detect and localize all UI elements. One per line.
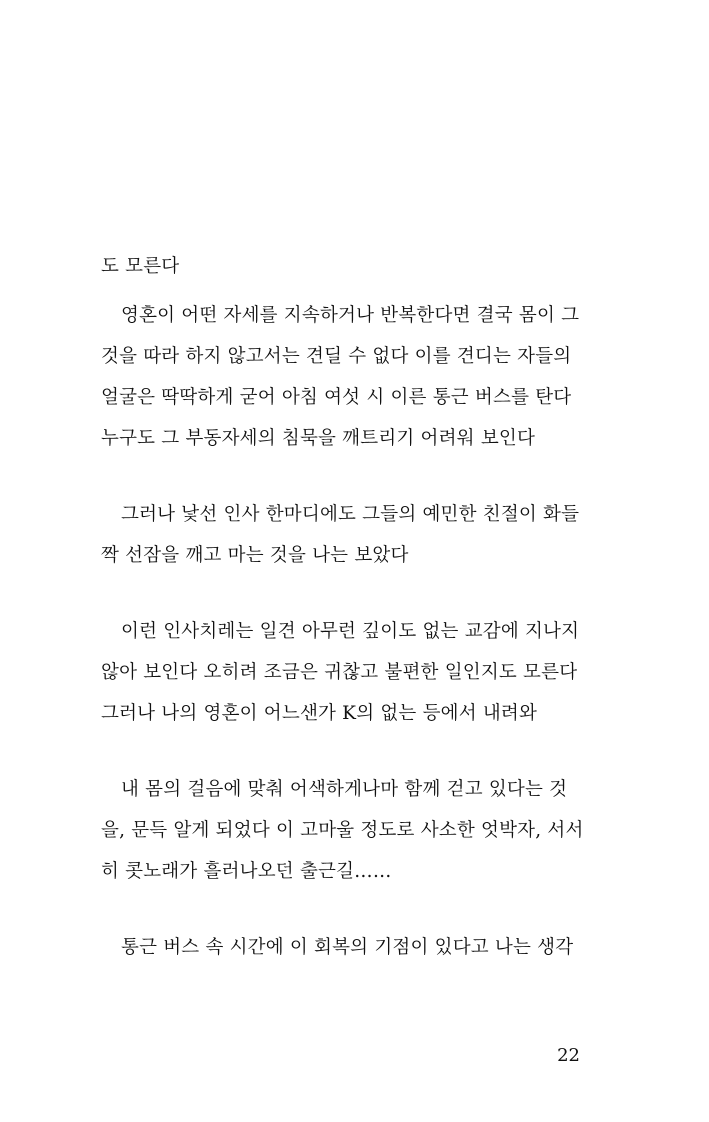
text-line: 을, 문득 알게 되었다 이 고마울 정도로 사소한 엇박자, 서서 [101, 820, 584, 841]
text-line: 않아 보인다 오히려 조금은 귀찮고 불편한 일인지도 모른다 [101, 662, 578, 683]
text-line: 것을 따라 하지 않고서는 견딜 수 없다 이를 견디는 자들의 [101, 346, 572, 367]
text-line: 도 모른다 [101, 256, 180, 277]
text-line: 그러나 나의 영혼이 어느샌가 K의 없는 등에서 내려와 [101, 703, 538, 724]
text-line: 짝 선잠을 깨고 마는 것을 나는 보았다 [101, 545, 409, 566]
paragraph-start-line: 통근 버스 속 시간에 이 회복의 기점이 있다고 나는 생각 [121, 937, 574, 958]
paragraph-start-line: 이런 인사치레는 일견 아무런 깊이도 없는 교감에 지나지 [121, 621, 580, 642]
text-line: 얼굴은 딱딱하게 굳어 아침 여섯 시 이른 통근 버스를 탄다 [101, 387, 572, 408]
text-line: 히 콧노래가 흘러나오던 출근길…… [101, 861, 392, 882]
paragraph-start-line: 그러나 낯선 인사 한마디에도 그들의 예민한 친절이 화들 [121, 504, 580, 525]
text-line: 누구도 그 부동자세의 침묵을 깨트리기 어려워 보인다 [101, 428, 536, 449]
body-text [101, 253, 585, 961]
page-number: 22 [557, 1045, 580, 1066]
paragraph-start-line: 내 몸의 걸음에 맞춰 어색하게나마 함께 걷고 있다는 것 [121, 779, 568, 800]
paragraph-start-line: 영혼이 어떤 자세를 지속하거나 반복한다면 결국 몸이 그 [121, 305, 580, 326]
